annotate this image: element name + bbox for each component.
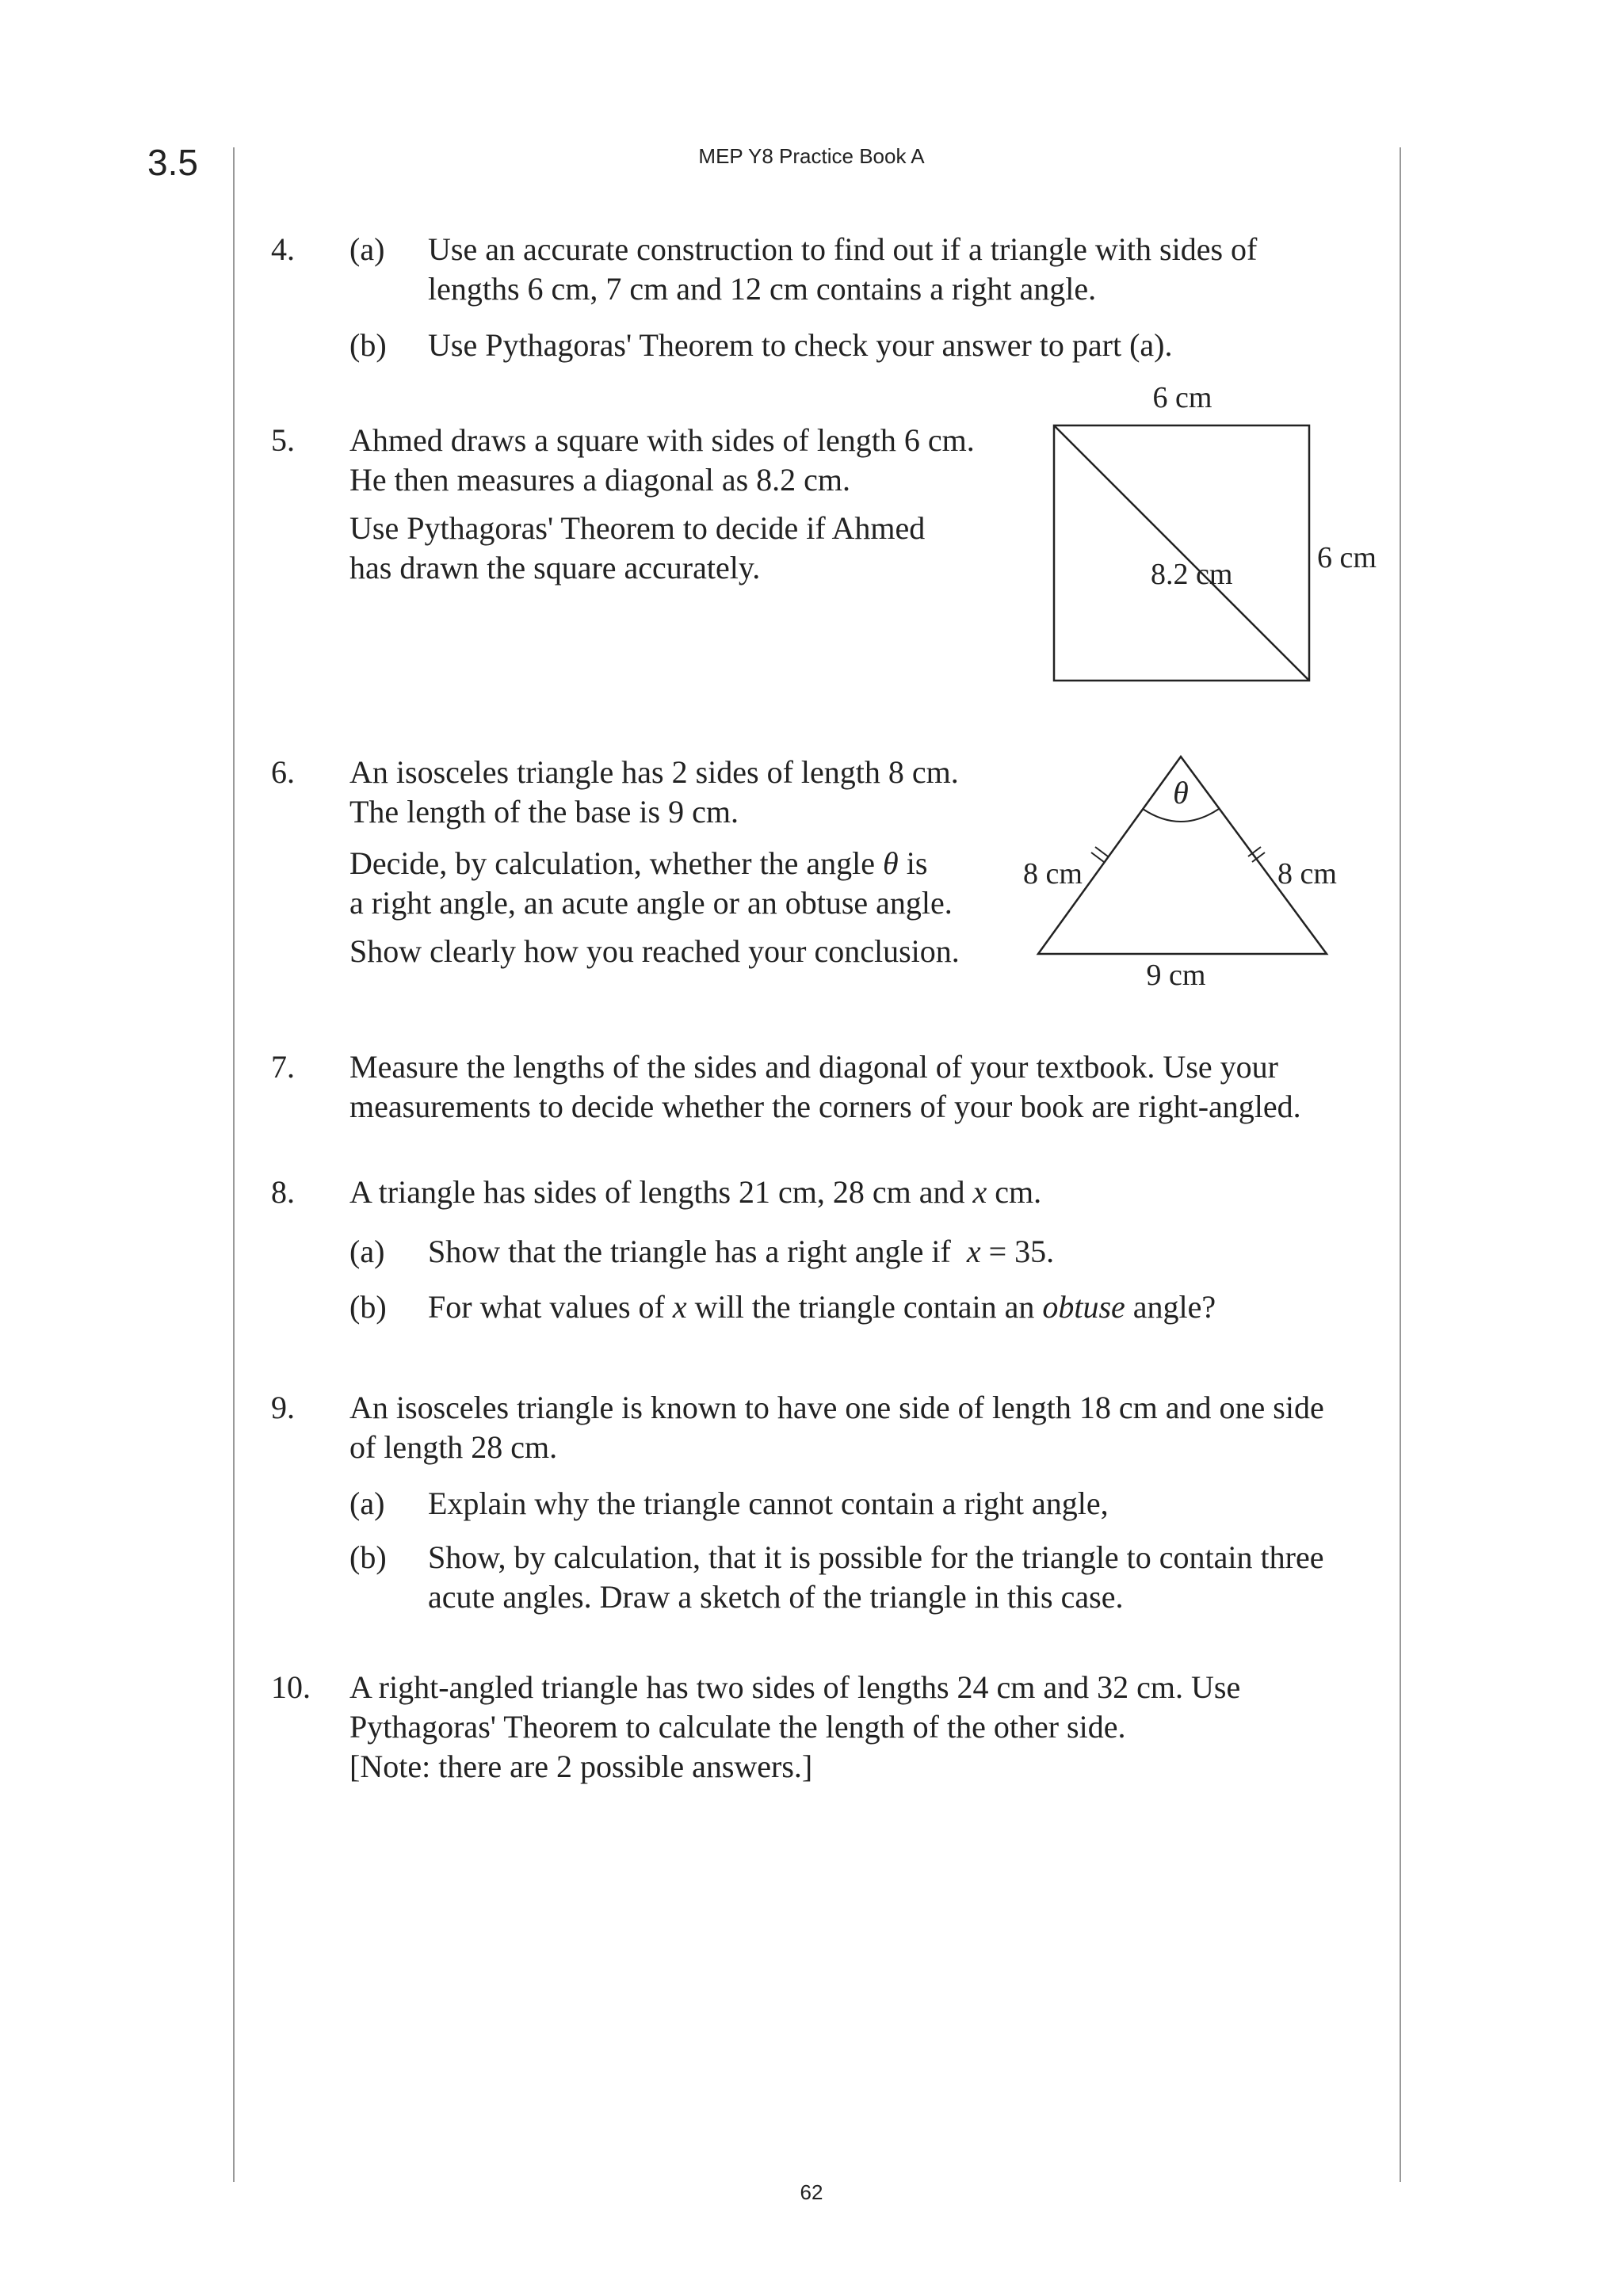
question-text: The length of the base is 9 cm.: [349, 794, 739, 830]
question-text: a right angle, an acute angle or an obtuse angle.: [349, 885, 953, 921]
question-text: [428, 1232, 1054, 1272]
question-text: Explain why the triangle cannot contain a right angle,: [428, 1486, 1109, 1521]
question-number: 7.: [271, 1049, 295, 1085]
question-text: of length 28 cm.: [349, 1429, 558, 1465]
text-run: Show that the triangle has a right angle if: [428, 1234, 951, 1269]
section-number: 3.5: [147, 142, 198, 183]
question-number: 4.: [271, 231, 295, 267]
angle-arc: [1143, 809, 1219, 822]
variable-x: x: [972, 1174, 987, 1210]
question-text: Use Pythagoras' Theorem to decide if Ahmed: [349, 510, 926, 546]
question-text: An isosceles triangle has 2 sides of length 8 cm.: [349, 754, 959, 790]
question-text: A right-angled triangle has two sides of lengths 24 cm and 32 cm. Use: [349, 1669, 1241, 1705]
text-run: For what values of: [428, 1289, 665, 1325]
text-run: cm.: [995, 1174, 1042, 1210]
text-run: Decide, by calculation, whether the angle: [349, 845, 876, 881]
question-text: Use Pythagoras' Theorem to check your answer to part (a).: [428, 327, 1173, 363]
isosceles-triangle-diagram: [1014, 745, 1395, 998]
question-number: 6.: [271, 754, 295, 790]
variable-x: x: [966, 1234, 981, 1269]
angle-theta-label: θ: [1173, 775, 1189, 810]
book-title: MEP Y8 Practice Book A: [698, 144, 925, 168]
base-label: 9 cm: [1146, 959, 1206, 992]
question-text: Pythagoras' Theorem to calculate the length of the other side.: [349, 1709, 1126, 1745]
text-run: A triangle has sides of lengths 21 cm, 28 cm and: [349, 1174, 965, 1210]
question-text: [349, 1173, 1041, 1212]
question-number: 5.: [271, 422, 295, 458]
emphasis-text: obtuse: [1042, 1289, 1125, 1325]
square-diagram: [1030, 380, 1403, 689]
question-text: Show, by calculation, that it is possible for the triangle to contain three: [428, 1539, 1324, 1575]
text-run: = 35.: [988, 1234, 1055, 1269]
diagonal-label: 8.2 cm: [1151, 558, 1233, 591]
question-text: Use an accurate construction to find out if a triangle with sides of: [428, 231, 1258, 267]
part-label: (b): [349, 1539, 387, 1575]
page-number: 62: [800, 2180, 823, 2204]
question-text: measurements to decide whether the corners of your book are right-angled.: [349, 1089, 1301, 1124]
right-side-label: 6 cm: [1317, 541, 1377, 574]
question-text: Show clearly how you reached your conclusion.: [349, 933, 960, 969]
question-text: [428, 1287, 1216, 1327]
diagonal-line: [1054, 425, 1309, 681]
part-label: (b): [349, 327, 387, 363]
question-text: lengths 6 cm, 7 cm and 12 cm contains a right angle.: [428, 271, 1097, 307]
question-text: An isosceles triangle is known to have one side of length 18 cm and one side: [349, 1390, 1324, 1425]
question-number: 8.: [271, 1174, 295, 1210]
question-text: He then measures a diagonal as 8.2 cm.: [349, 462, 851, 498]
text-run: will the triangle contain an: [694, 1289, 1035, 1325]
question-text: Measure the lengths of the sides and diagonal of your textbook. Use your: [349, 1049, 1278, 1085]
question-number: 9.: [271, 1390, 295, 1425]
part-label: (a): [349, 231, 385, 267]
question-text: [Note: there are 2 possible answers.]: [349, 1749, 813, 1784]
left-margin-rule: [233, 147, 235, 2182]
question-text: [349, 844, 927, 883]
top-side-label: 6 cm: [1152, 381, 1212, 414]
part-label: (b): [349, 1289, 387, 1325]
question-number: 10.: [271, 1669, 311, 1705]
question-text: acute angles. Draw a sketch of the triangle in this case.: [428, 1579, 1124, 1615]
left-side-label: 8 cm: [1023, 857, 1083, 891]
theta-symbol: θ: [883, 845, 899, 881]
question-text: Ahmed draws a square with sides of length 6 cm.: [349, 422, 975, 458]
variable-x: x: [672, 1289, 687, 1325]
text-run: angle?: [1132, 1289, 1216, 1325]
part-label: (a): [349, 1234, 385, 1269]
text-run: is: [906, 845, 928, 881]
part-label: (a): [349, 1486, 385, 1521]
question-text: has drawn the square accurately.: [349, 550, 761, 585]
right-side-label: 8 cm: [1277, 857, 1337, 891]
